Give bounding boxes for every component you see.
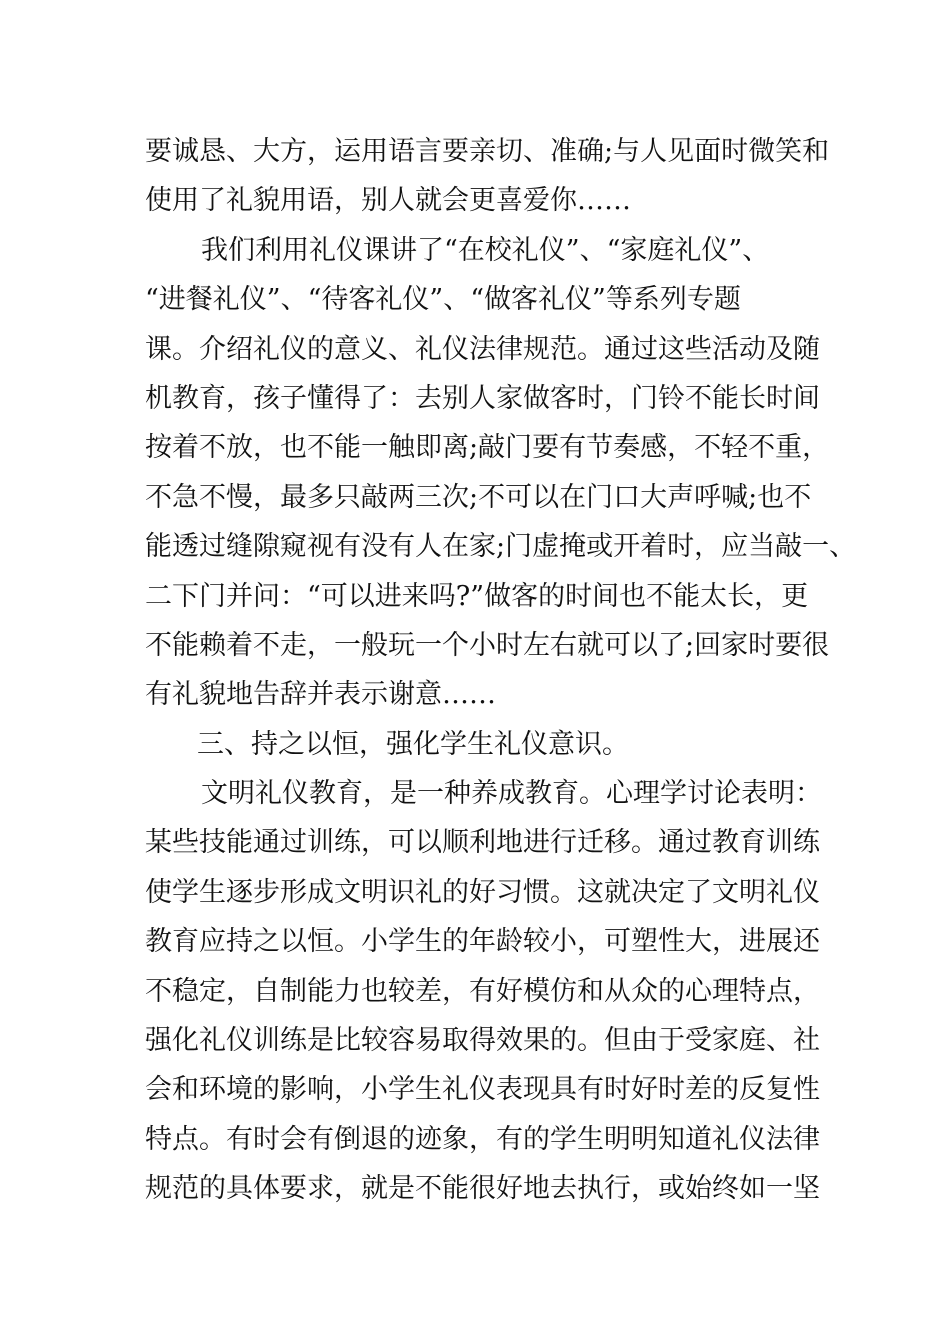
- text-line: 机教育，孩子懂得了：去别人家做客时，门铃不能长时间: [145, 382, 820, 414]
- body-text: [145, 127, 857, 1214]
- text-line: 不急不慢，最多只敲两三次;不可以在门口大声呼喊;也不: [145, 481, 812, 513]
- text-line: 某些技能通过训练，可以顺利地进行迁移。通过教育训练: [145, 827, 820, 859]
- text-line: 有礼貌地告辞并表示谢意……: [145, 679, 496, 711]
- text-line: 二下门并问：“可以进来吗?”做客的时间也不能太长，更: [145, 580, 809, 612]
- text-line: 使学生逐步形成文明识礼的好习惯。这就决定了文明礼仪: [145, 876, 820, 908]
- text-line: 按着不放，也不能一触即离;敲门要有节奏感，不轻不重，: [145, 432, 830, 464]
- text-line: 不稳定，自制能力也较差，有好模仿和从众的心理特点，: [145, 975, 820, 1007]
- text-line: 要诚恳、大方，运用语言要亲切、准确;与人见面时微笑和: [145, 136, 830, 167]
- paragraph-start-line: 我们利用礼仪课讲了“在校礼仪”、“家庭礼仪”、: [201, 234, 770, 266]
- text-line: 教育应持之以恒。小学生的年龄较小，可塑性大，进展还: [145, 926, 820, 958]
- text-line: 课。介绍礼仪的意义、礼仪法律规范。通过这些活动及随: [145, 333, 820, 365]
- text-line: “进餐礼仪”、“待客礼仪”、“做客礼仪”等系列专题: [145, 284, 741, 316]
- text-line: 强化礼仪训练是比较容易取得效果的。但由于受家庭、社: [145, 1025, 820, 1057]
- text-line: 不能赖着不走，一般玩一个小时左右就可以了;回家时要很: [145, 629, 830, 661]
- text-line: 会和环境的影响，小学生礼仪表现具有时好时差的反复性: [145, 1074, 820, 1106]
- paragraph-start-line: 文明礼仪教育，是一种养成教育。心理学讨论表明：: [201, 778, 822, 810]
- text-line: 规范的具体要求，就是不能很好地去执行，或始终如一坚: [145, 1173, 820, 1205]
- text-line: 特点。有时会有倒退的迹象，有的学生明明知道礼仪法律: [145, 1123, 820, 1155]
- text-line: 能透过缝隙窥视有没有人在家;门虚掩或开着时，应当敲一、: [145, 531, 857, 563]
- section-heading: 三、持之以恒，强化学生礼仪意识。: [197, 728, 629, 760]
- text-line: 使用了礼貌用语，别人就会更喜爱你……: [145, 185, 631, 217]
